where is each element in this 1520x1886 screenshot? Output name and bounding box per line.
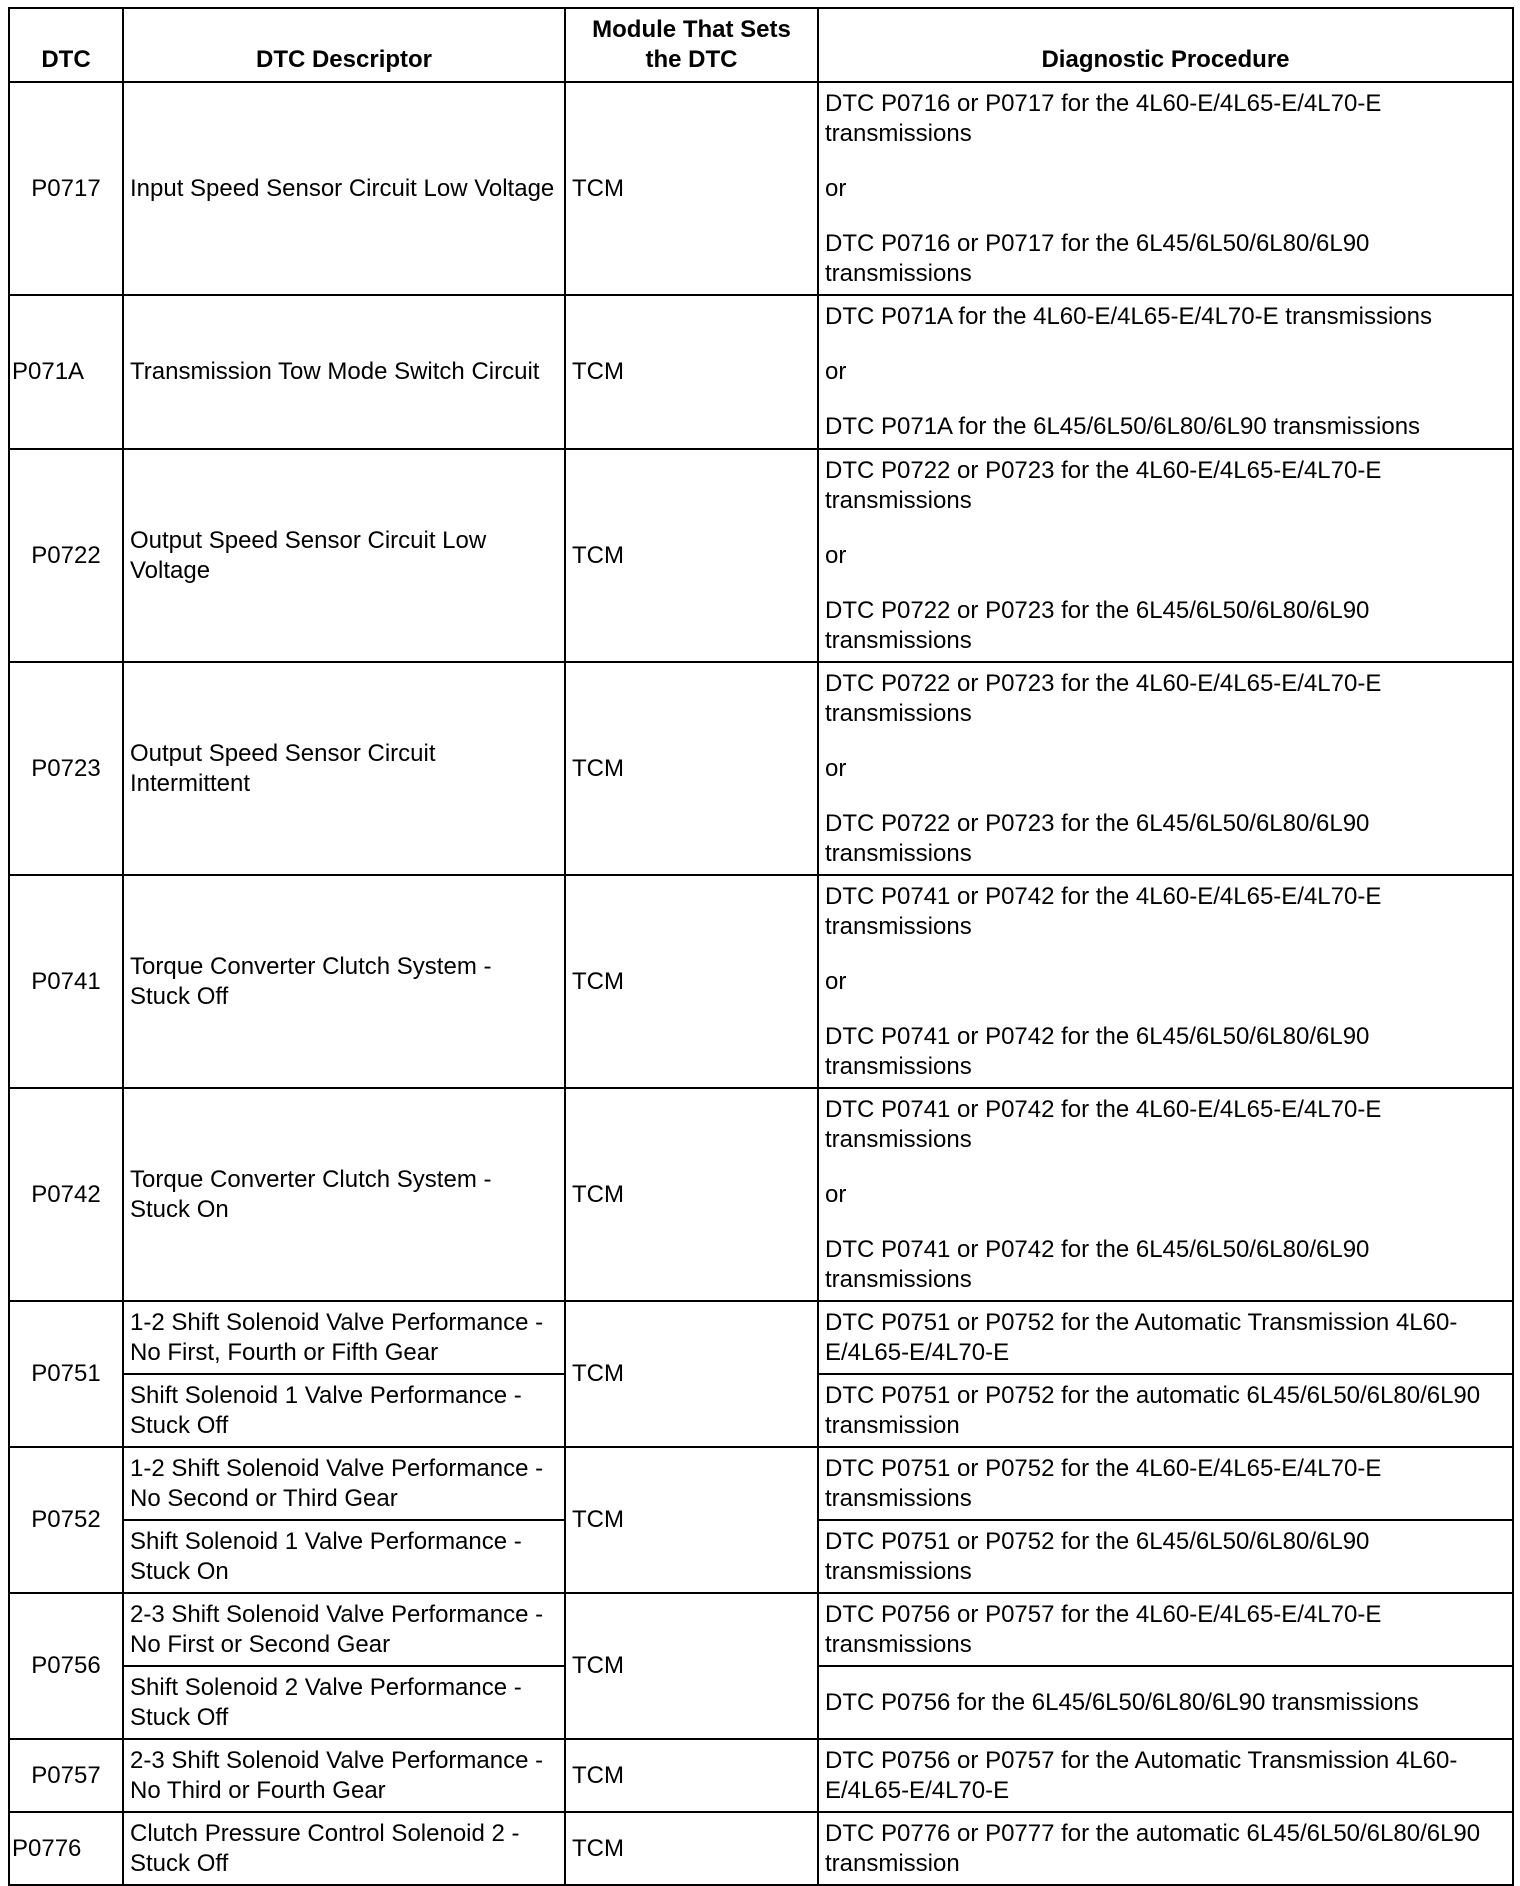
procedure-line: DTC P0741 or P0742 for the 6L45/6L50/6L80/6L90 transmissions — [825, 1022, 1370, 1080]
procedure-line: DTC P0741 or P0742 for the 4L60-E/4L65-E/4L70-E transmissions — [825, 882, 1382, 940]
dtc-descriptor: 2-3 Shift Solenoid Valve Performance - No First or Second Gear — [123, 1593, 565, 1666]
dtc-descriptor: Shift Solenoid 1 Valve Performance - Stuck Off — [123, 1374, 565, 1447]
procedure-line: DTC P0722 or P0723 for the 4L60-E/4L65-E/4L70-E transmissions — [825, 456, 1382, 514]
dtc-descriptor: Clutch Pressure Control Solenoid 2 - Stuck Off — [123, 1812, 565, 1885]
module-name: TCM — [565, 1812, 818, 1885]
diagnostic-procedure: DTC P0756 for the 6L45/6L50/6L80/6L90 transmissions — [818, 1666, 1513, 1739]
dtc-descriptor: 1-2 Shift Solenoid Valve Performance - No First, Fourth or Fifth Gear — [123, 1301, 565, 1374]
dtc-code: P0722 — [9, 449, 123, 662]
module-name: TCM — [565, 875, 818, 1088]
procedure-line: DTC P0722 or P0723 for the 6L45/6L50/6L80/6L90 transmissions — [825, 809, 1370, 867]
procedure-line: DTC P071A for the 4L60-E/4L65-E/4L70-E transmissions — [825, 303, 1432, 330]
diagnostic-procedure: DTC P0751 or P0752 for the 4L60-E/4L65-E/4L70-E transmissions — [818, 1447, 1513, 1520]
diagnostic-procedure — [818, 1088, 1513, 1301]
dtc-code: P0776 — [9, 1812, 123, 1885]
module-name: TCM — [565, 662, 818, 875]
dtc-descriptor: Shift Solenoid 1 Valve Performance - Stuck On — [123, 1520, 565, 1593]
table-row — [9, 875, 1513, 1088]
table-row — [9, 449, 1513, 662]
dtc-descriptor: Output Speed Sensor Circuit Intermittent — [123, 662, 565, 875]
diagnostic-procedure: DTC P0776 or P0777 for the automatic 6L45/6L50/6L80/6L90 transmission — [818, 1812, 1513, 1885]
dtc-code: P0741 — [9, 875, 123, 1088]
module-name: TCM — [565, 449, 818, 662]
table-row — [9, 295, 1513, 449]
dtc-code: P0751 — [9, 1301, 123, 1447]
dtc-code: P0742 — [9, 1088, 123, 1301]
diagnostic-procedure: DTC P0756 or P0757 for the Automatic Transmission 4L60-E/4L65-E/4L70-E — [818, 1739, 1513, 1812]
procedure-line: DTC P0741 or P0742 for the 4L60-E/4L65-E/4L70-E transmissions — [825, 1095, 1382, 1153]
module-name: TCM — [565, 1447, 818, 1593]
diagnostic-procedure — [818, 662, 1513, 875]
procedure-or: or — [825, 174, 847, 202]
dtc-descriptor: 1-2 Shift Solenoid Valve Performance - No Second or Third Gear — [123, 1447, 565, 1520]
table-header-row — [9, 8, 1513, 82]
header-descriptor: DTC Descriptor — [123, 8, 565, 82]
dtc-descriptor: Output Speed Sensor Circuit Low Voltage — [123, 449, 565, 662]
procedure-line: DTC P0741 or P0742 for the 6L45/6L50/6L80/6L90 transmissions — [825, 1235, 1370, 1293]
dtc-code: P0757 — [9, 1739, 123, 1812]
module-name: TCM — [565, 82, 818, 295]
procedure-line: DTC P0716 or P0717 for the 4L60-E/4L65-E/4L70-E transmissions — [825, 89, 1382, 147]
table-row — [9, 1088, 1513, 1301]
header-dtc: DTC — [9, 8, 123, 82]
dtc-code: P0723 — [9, 662, 123, 875]
procedure-or: or — [825, 754, 847, 782]
table-row — [9, 1812, 1513, 1885]
diagnostic-procedure: DTC P0751 or P0752 for the automatic 6L45/6L50/6L80/6L90 transmission — [818, 1374, 1513, 1447]
procedure-or: or — [825, 541, 847, 569]
module-name: TCM — [565, 1088, 818, 1301]
dtc-code: P071A — [9, 295, 123, 449]
procedure-line: DTC P071A for the 6L45/6L50/6L80/6L90 transmissions — [825, 413, 1421, 440]
dtc-descriptor: 2-3 Shift Solenoid Valve Performance - No Third or Fourth Gear — [123, 1739, 565, 1812]
procedure-line: DTC P0722 or P0723 for the 6L45/6L50/6L80/6L90 transmissions — [825, 596, 1370, 654]
dtc-descriptor: Torque Converter Clutch System - Stuck On — [123, 1088, 565, 1301]
table-row — [9, 662, 1513, 875]
procedure-or: or — [825, 358, 847, 385]
diagnostic-procedure — [818, 82, 1513, 295]
diagnostic-procedure: DTC P0751 or P0752 for the Automatic Transmission 4L60-E/4L65-E/4L70-E — [818, 1301, 1513, 1374]
procedure-or: or — [825, 1180, 847, 1208]
table-row — [9, 1593, 1513, 1666]
procedure-or: or — [825, 967, 847, 995]
module-name: TCM — [565, 1301, 818, 1447]
table-row — [9, 1447, 1513, 1520]
dtc-descriptor: Input Speed Sensor Circuit Low Voltage — [123, 82, 565, 295]
module-name: TCM — [565, 1739, 818, 1812]
procedure-line: DTC P0722 or P0723 for the 4L60-E/4L65-E/4L70-E transmissions — [825, 669, 1382, 727]
table-row — [9, 1301, 1513, 1374]
diagnostic-procedure: DTC P0756 or P0757 for the 4L60-E/4L65-E/4L70-E transmissions — [818, 1593, 1513, 1666]
diagnostic-procedure — [818, 295, 1513, 449]
dtc-code: P0756 — [9, 1593, 123, 1739]
module-name: TCM — [565, 1593, 818, 1739]
dtc-code: P0752 — [9, 1447, 123, 1593]
diagnostic-procedure — [818, 449, 1513, 662]
table-row — [9, 82, 1513, 295]
module-name: TCM — [565, 295, 818, 449]
table-row — [9, 1739, 1513, 1812]
dtc-descriptor: Transmission Tow Mode Switch Circuit — [123, 295, 565, 449]
header-module: Module That Sets the DTC — [565, 8, 818, 82]
procedure-line: DTC P0716 or P0717 for the 6L45/6L50/6L80/6L90 transmissions — [825, 229, 1370, 287]
dtc-descriptor: Shift Solenoid 2 Valve Performance - Stuck Off — [123, 1666, 565, 1739]
diagnostic-procedure — [818, 875, 1513, 1088]
diagnostic-procedure: DTC P0751 or P0752 for the 6L45/6L50/6L80/6L90 transmissions — [818, 1520, 1513, 1593]
dtc-descriptor: Torque Converter Clutch System - Stuck Off — [123, 875, 565, 1088]
header-procedure: Diagnostic Procedure — [818, 8, 1513, 82]
dtc-table — [8, 7, 1514, 1886]
dtc-code: P0717 — [9, 82, 123, 295]
